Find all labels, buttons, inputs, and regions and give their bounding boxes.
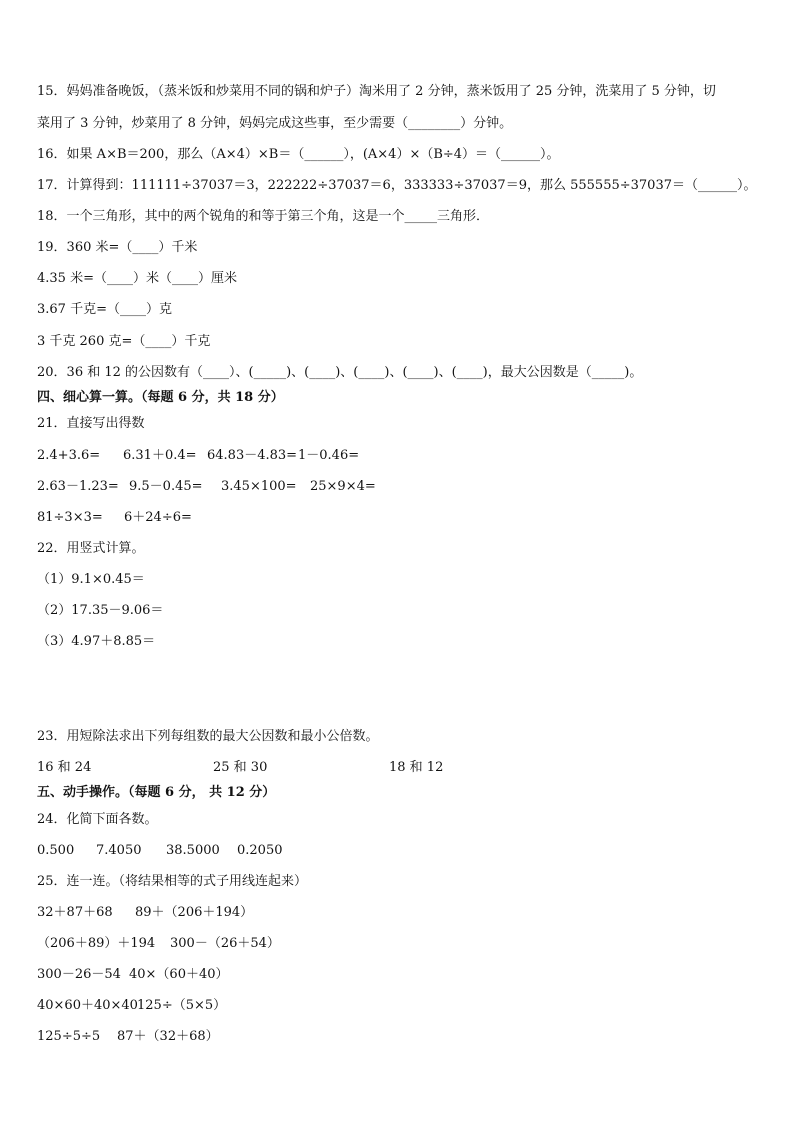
question-15-line-1: 15．妈妈准备晚饭，（蒸米饭和炒菜用不同的锅和炉子）淘米用了 2 分钟，蒸米饭用了 25 分钟，洗菜用了 5 分钟，切: [37, 84, 716, 99]
question-18: 18．一个三角形，其中的两个锐角的和等于第三个角，这是一个_____三角形．: [37, 209, 490, 224]
q25-right-expr: 40×（60＋40）: [129, 967, 229, 982]
section-5-heading: 五、动手操作。（每题 6 分， 共 12 分）: [37, 785, 276, 800]
q21-row-1: [37, 447, 359, 465]
q24-numbers: [37, 842, 283, 860]
q25-left-expr: 40×60＋40×40: [37, 998, 138, 1013]
question-22-part-2: （2）17.35－9.06＝: [37, 603, 164, 618]
question-21: 21．直接写出得数: [37, 416, 145, 431]
q24-number: 0.500: [37, 843, 75, 858]
question-19-part-4: 3 千克 260 克=（____）千克: [37, 334, 211, 349]
q25-left-expr: （206＋89）＋194: [37, 936, 156, 951]
q25-right-expr: 87＋（32＋68）: [117, 1029, 219, 1044]
q24-number: 38.5000: [166, 843, 220, 858]
question-16: 16．如果 A×B＝200，那么（A×4）×B＝（______），(A×4）×（B÷4）＝（______）。: [37, 147, 560, 162]
q21-item: 3.45×100=: [221, 479, 297, 494]
question-15-line-2: 菜用了 3 分钟，炒菜用了 8 分钟，妈妈完成这些事，至少需要（________）分钟。: [37, 116, 513, 131]
q25-row: [37, 904, 253, 922]
q21-row-2: [37, 478, 376, 496]
q21-row-3: [37, 509, 192, 527]
q24-number: 0.2050: [237, 843, 283, 858]
q21-item: 6＋24÷6=: [124, 510, 192, 525]
question-22-part-3: （3）4.97＋8.85＝: [37, 634, 156, 649]
question-17: 17．计算得到：111111÷37037＝3，222222÷37037＝6，333333÷37037＝9，那么 555555÷37037＝（______）。: [37, 178, 757, 193]
question-23: 23．用短除法求出下列每组数的最大公因数和最小公倍数。: [37, 729, 379, 744]
q21-item: 81÷3×3=: [37, 510, 103, 525]
question-20: 20．36 和 12 的公因数有（____）、(_____)、(____)、(____)、(____)、(____)，最大公因数是（_____)。: [37, 365, 643, 380]
q21-item: 1－0.46=: [298, 448, 360, 463]
q23-groups: [37, 759, 443, 777]
q21-item: 64.83－4.83=: [207, 448, 298, 463]
q25-right-expr: 300－（26＋54）: [170, 936, 280, 951]
q25-left-expr: 125÷5÷5: [37, 1029, 101, 1044]
section-4-heading: 四、细心算一算。（每题 6 分，共 18 分）: [37, 390, 284, 405]
q24-number: 7.4050: [96, 843, 142, 858]
q25-left-expr: 32＋87＋68: [37, 905, 113, 920]
q25-right-expr: 125÷（5×5）: [137, 998, 227, 1013]
question-22: 22．用竖式计算。: [37, 541, 145, 556]
question-24: 24．化简下面各数。: [37, 812, 158, 827]
q21-item: 25×9×4=: [310, 479, 376, 494]
q21-item: 9.5－0.45=: [129, 479, 203, 494]
q23-group: 16 和 24: [37, 760, 92, 775]
q25-row: [37, 966, 229, 984]
question-19-part-1: 19．360 米=（____）千米: [37, 240, 198, 255]
question-19-part-3: 3.67 千克=（____）克: [37, 302, 172, 317]
q21-item: 6.31＋0.4=: [123, 448, 197, 463]
q25-row: [37, 1028, 219, 1046]
q25-row: [37, 935, 280, 953]
question-19-part-2: 4.35 米=（____）米（____）厘米: [37, 271, 237, 286]
q25-row: [37, 997, 226, 1015]
q25-right-expr: 89＋（206＋194）: [135, 905, 254, 920]
question-25: 25．连一连。（将结果相等的式子用线连起来）: [37, 874, 308, 889]
q21-item: 2.63－1.23=: [37, 479, 119, 494]
q21-item: 2.4+3.6=: [37, 448, 101, 463]
question-22-part-1: （1）9.1×0.45＝: [37, 572, 145, 587]
q23-group: 25 和 30: [213, 760, 268, 775]
q25-left-expr: 300－26－54: [37, 967, 121, 982]
q23-group: 18 和 12: [389, 760, 444, 775]
